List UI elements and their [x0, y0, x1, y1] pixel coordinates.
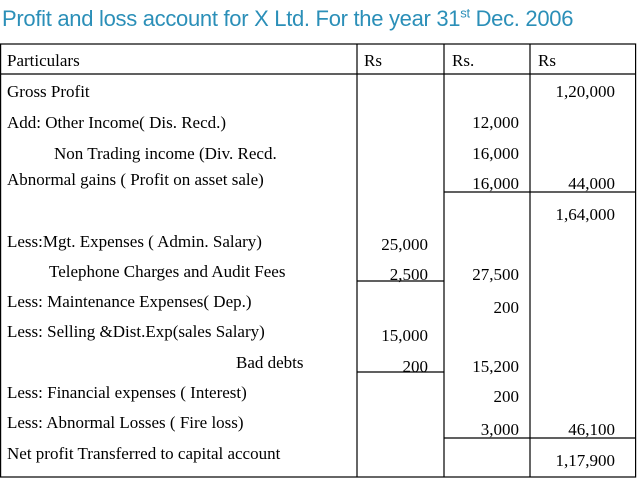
row-label: Telephone Charges and Audit Fees — [49, 262, 286, 281]
row-label: Less: Financial expenses ( Interest) — [7, 383, 247, 402]
row-amount-c3: 44,000 — [568, 174, 615, 193]
row-amount-c1: 15,000 — [381, 326, 428, 345]
row-amount-c2: 12,000 — [472, 113, 519, 132]
row-amount-c3: 46,100 — [568, 420, 615, 439]
row-label: Less: Abnormal Losses ( Fire loss) — [7, 413, 244, 432]
row-amount-c1: 25,000 — [381, 235, 428, 254]
row-label: Gross Profit — [7, 82, 90, 101]
row-amount-c3: 1,64,000 — [555, 205, 615, 224]
row-amount-c1: 200 — [402, 357, 428, 376]
row-amount-c2: 15,200 — [472, 357, 519, 376]
row-amount-c3: 1,17,900 — [555, 451, 615, 470]
row-label: Add: Other Income( Dis. Recd.) — [7, 113, 227, 132]
row-amount-c2: 16,000 — [472, 144, 519, 163]
title-year: Dec. 2006 — [469, 6, 574, 31]
header-col1: Rs — [364, 51, 382, 70]
row-amount-c3: 1,20,000 — [555, 82, 615, 101]
row-amount-c2: 27,500 — [472, 265, 519, 284]
row-amount-c1: 2,500 — [389, 265, 428, 284]
header-col2: Rs. — [452, 51, 475, 70]
row-label: Less: Selling &Dist.Exp(sales Salary) — [7, 322, 265, 341]
row-amount-c2: 3,000 — [480, 420, 519, 439]
row-amount-c2: 200 — [493, 387, 519, 406]
header-particulars: Particulars — [7, 51, 80, 70]
row-label: Net profit Transferred to capital account — [7, 444, 281, 463]
title-superscript: st — [460, 5, 470, 21]
row-label: Less: Maintenance Expenses( Dep.) — [7, 292, 252, 311]
row-label: Less:Mgt. Expenses ( Admin. Salary) — [7, 232, 262, 251]
row-amount-c2: 200 — [493, 298, 519, 317]
title-text: Profit and loss account for X Ltd. For the year 31 — [2, 6, 461, 31]
header-col3: Rs — [538, 51, 556, 70]
row-label: Abnormal gains ( Profit on asset sale) — [7, 170, 264, 189]
row-label: Bad debts — [236, 353, 304, 372]
row-label: Non Trading income (Div. Recd. — [54, 144, 277, 163]
row-amount-c2: 16,000 — [472, 174, 519, 193]
